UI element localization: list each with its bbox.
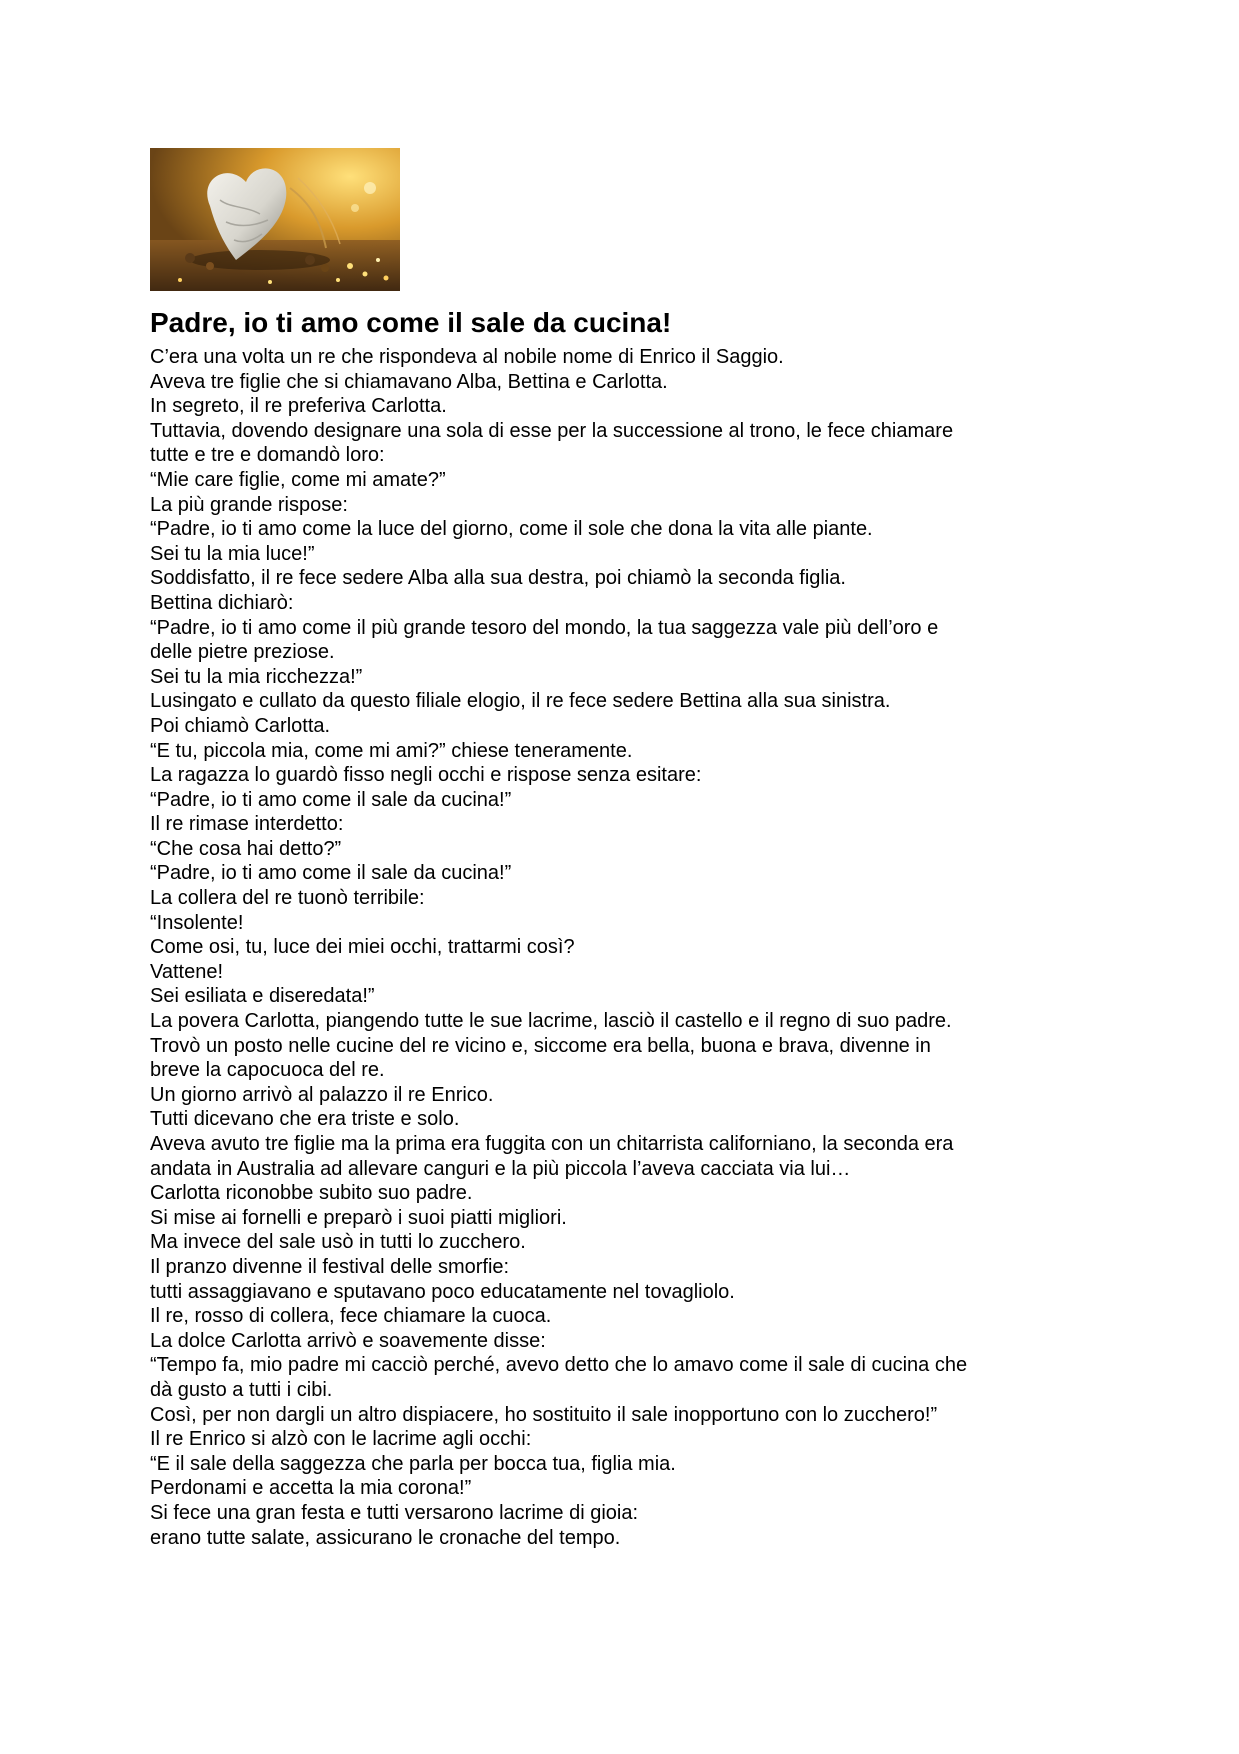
story-line: La collera del re tuonò terribile: <box>150 887 425 910</box>
story-line: Bettina dichiarò: <box>150 591 294 614</box>
story-line: Aveva tre figlie che si chiamavano Alba, Bettina e Carlotta. <box>150 370 668 393</box>
story-line: Trovò un posto nelle cucine del re vicino e, siccome era bella, buona e brava, divenne in <box>150 1034 931 1057</box>
story-line: dà gusto a tutti i cibi. <box>150 1378 333 1401</box>
story-line: Soddisfatto, il re fece sedere Alba alla sua destra, poi chiamò la seconda figlia. <box>150 567 846 590</box>
story-line: “Padre, io ti amo come il sale da cucina!” <box>150 862 512 885</box>
story-line: La dolce Carlotta arrivò e soavemente disse: <box>150 1329 546 1352</box>
story-line: Sei esiliata e diseredata!” <box>150 985 375 1008</box>
story-line: “Padre, io ti amo come la luce del giorno, come il sole che dona la vita alle piante. <box>150 518 873 541</box>
story-line: Il re rimase interdetto: <box>150 813 344 836</box>
story-line: In segreto, il re preferiva Carlotta. <box>150 395 447 418</box>
story-line: “Mie care figlie, come mi amate?” <box>150 468 446 491</box>
story-line: Il pranzo divenne il festival delle smorfie: <box>150 1255 510 1278</box>
story-line: “Padre, io ti amo come il più grande tesoro del mondo, la tua saggezza vale più dell’oro e <box>150 616 939 639</box>
story-line: Tutti dicevano che era triste e solo. <box>150 1108 460 1131</box>
story-line: La più grande rispose: <box>150 493 348 516</box>
story-line: breve la capocuoca del re. <box>150 1059 385 1082</box>
story-line: “Padre, io ti amo come il sale da cucina!” <box>150 788 512 811</box>
story-line: “Che cosa hai detto?” <box>150 837 342 860</box>
story-line: “E tu, piccola mia, come mi ami?” chiese teneramente. <box>150 739 633 762</box>
story-line: Il re Enrico si alzò con le lacrime agli occhi: <box>150 1428 532 1451</box>
story-line: Poi chiamò Carlotta. <box>150 714 331 737</box>
story-line: erano tutte salate, assicurano le cronache del tempo. <box>150 1526 621 1549</box>
story-line: C’era una volta un re che rispondeva al nobile nome di Enrico il Saggio. <box>150 346 784 368</box>
story-line: “E il sale della saggezza che parla per bocca tua, figlia mia. <box>150 1452 676 1475</box>
story-line: tutti assaggiavano e sputavano poco educatamente nel tovagliolo. <box>150 1280 735 1303</box>
story-line: Il re, rosso di collera, fece chiamare la cuoca. <box>150 1305 552 1328</box>
story-line: delle pietre preziose. <box>150 641 335 664</box>
story-line: Sei tu la mia luce!” <box>150 542 315 565</box>
story-line: Così, per non dargli un altro dispiacere, ho sostituito il sale inopportuno con lo zucchero!” <box>150 1403 938 1426</box>
document-page <box>150 148 1110 1550</box>
story-line: Tuttavia, dovendo designare una sola di esse per la successione al trono, le fece chiamare <box>150 419 954 442</box>
story-line: “Insolente! <box>150 911 244 934</box>
story-line: Ma invece del sale usò in tutti lo zucchero. <box>150 1231 526 1254</box>
story-line: Carlotta riconobbe subito suo padre. <box>150 1182 473 1205</box>
story-line: Si fece una gran festa e tutti versarono lacrime di gioia: <box>150 1501 639 1524</box>
story-line: andata in Australia ad allevare canguri e la più piccola l’aveva cacciata via lui… <box>150 1157 851 1180</box>
story-line: Un giorno arrivò al palazzo il re Enrico. <box>150 1083 494 1106</box>
story-text <box>150 345 1110 1550</box>
story-line: tutte e tre e domandò loro: <box>150 444 385 467</box>
story-line: Aveva avuto tre figlie ma la prima era fuggita con un chitarrista californiano, la seconda era <box>150 1133 954 1155</box>
story-line: Si mise ai fornelli e preparò i suoi piatti migliori. <box>150 1206 567 1229</box>
story-line: La ragazza lo guardò fisso negli occhi e rispose senza esitare: <box>150 764 702 787</box>
heart-stone-icon <box>150 148 400 291</box>
story-line: La povera Carlotta, piangendo tutte le sue lacrime, lasciò il castello e il regno di suo padre. <box>150 1010 952 1033</box>
story-line: Lusingato e cullato da questo filiale elogio, il re fece sedere Bettina alla sua sinistra. <box>150 690 891 713</box>
story-line: Perdonami e accetta la mia corona!” <box>150 1477 472 1500</box>
story-line: Come osi, tu, luce dei miei occhi, trattarmi così? <box>150 936 575 959</box>
page-title: Padre, io ti amo come il sale da cucina! <box>150 307 672 338</box>
story-line: “Tempo fa, mio padre mi cacciò perché, avevo detto che lo amavo come il sale di cucina che <box>150 1354 968 1377</box>
story-line: Sei tu la mia ricchezza!” <box>150 665 363 688</box>
story-line: Vattene! <box>150 960 224 983</box>
